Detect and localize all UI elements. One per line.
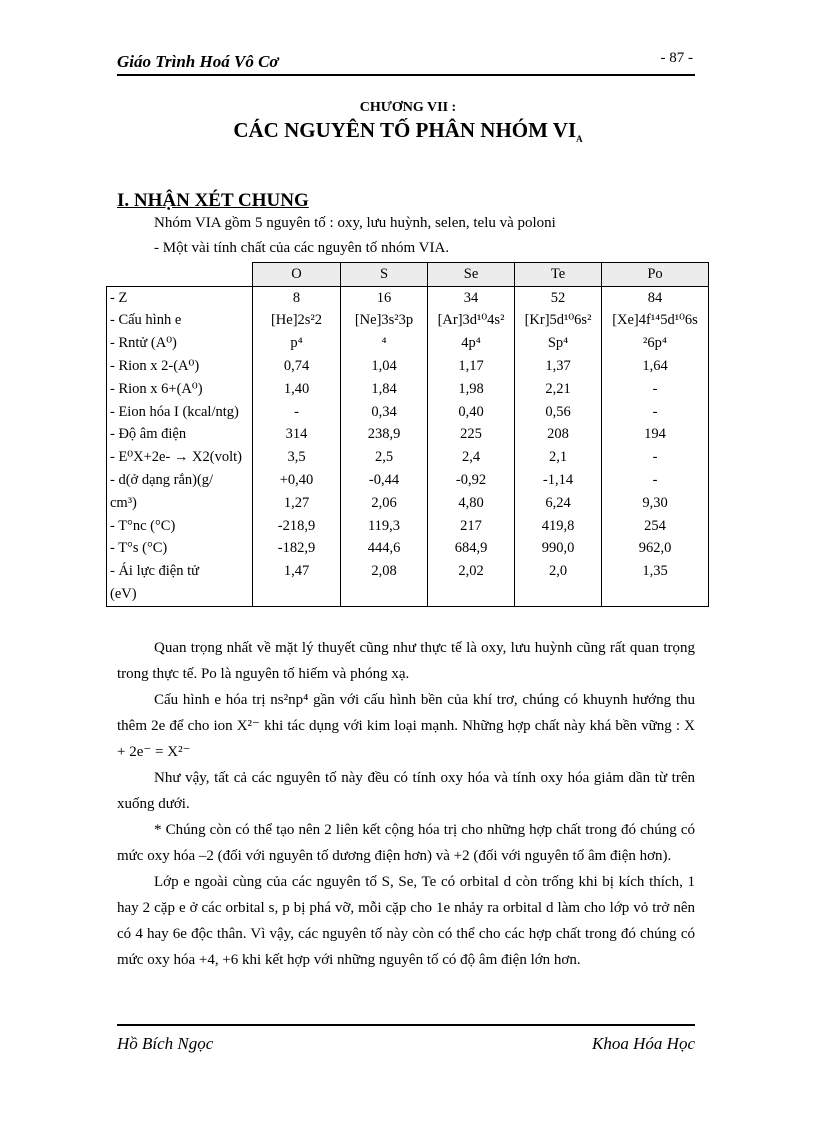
paragraph: Quan trọng nhất về mặt lý thuyết cũng như thực tế là oxy, lưu huỳnh cũng rất quan trọng trong thực tế. Po là nguyên tố hiếm và phóng xạ.: [117, 640, 695, 682]
property-label: (eV): [107, 583, 253, 606]
property-label: - Rion x 6+(A⁰): [107, 378, 253, 401]
section-heading: I. NHẬN XÉT CHUNG: [117, 190, 309, 211]
property-label: - d(ở dạng rắn)(g/: [107, 469, 253, 492]
property-value: 0,74: [253, 355, 341, 378]
property-label: - T°nc (°C): [107, 515, 253, 538]
property-value: 1,35: [602, 560, 709, 583]
table-row: [107, 378, 709, 401]
property-value: 1,40: [253, 378, 341, 401]
property-value: 2,5: [341, 446, 428, 469]
property-value: [515, 583, 602, 606]
property-value: 684,9: [428, 538, 515, 561]
property-value: 217: [428, 515, 515, 538]
table-row: [107, 560, 709, 583]
property-value: [Kr]5d¹⁰6s²: [515, 310, 602, 333]
property-value: -: [602, 446, 709, 469]
table-row: [107, 355, 709, 378]
property-value: 4,80: [428, 492, 515, 515]
property-value: 314: [253, 424, 341, 447]
property-value: [Ne]3s²3p: [341, 310, 428, 333]
table-row: [107, 492, 709, 515]
book-title: Giáo Trình Hoá Vô Cơ: [117, 52, 279, 71]
table-row: [107, 286, 709, 309]
property-value: 1,64: [602, 355, 709, 378]
property-value: 2,0: [515, 560, 602, 583]
table-row: [107, 583, 709, 606]
chapter-title-subscript: A: [576, 134, 583, 145]
property-value: [253, 583, 341, 606]
property-value: 6,24: [515, 492, 602, 515]
property-value: -: [602, 401, 709, 424]
property-label: - Rntử (A⁰): [107, 332, 253, 355]
table-row: [107, 469, 709, 492]
property-value: -: [253, 401, 341, 424]
properties-table: [106, 262, 709, 607]
property-value: -: [602, 469, 709, 492]
chapter-title: [0, 118, 816, 144]
property-value: 2,06: [341, 492, 428, 515]
property-value: [341, 583, 428, 606]
property-value: -: [602, 378, 709, 401]
element-header: Po: [602, 263, 709, 287]
table-row: [107, 310, 709, 333]
page-footer: [117, 1024, 695, 1053]
property-value: 444,6: [341, 538, 428, 561]
property-value: 0,40: [428, 401, 515, 424]
property-value: [Ar]3d¹⁰4s²: [428, 310, 515, 333]
paragraph: Lớp e ngoài cùng của các nguyên tố S, Se, Te có orbital d còn trống khi bị kích thích, 1 hay 2 cặp e ở các orbital s, p bị phá vỡ, mỗi cặp cho 1e nhảy ra orbital d làm cho lớp vỏ trở nên có 4 hay 6e độc thân. Vì vậy, các nguyên tố này còn có thể cho các hợp chất trong đó chúng có mức oxy hóa +4, +6 khi kết hợp với những nguyên tố có độ âm điện lớn hơn.: [117, 874, 695, 968]
property-value: ²6p⁴: [602, 332, 709, 355]
paragraph: * Chúng còn có thể tạo nên 2 liên kết cộng hóa trị cho những hợp chất trong đó chúng có mức oxy hóa –2 (đối với nguyên tố dương điện hơn) và +2 (đối với nguyên tố âm điện hơn).: [117, 822, 695, 864]
property-value: 8: [253, 286, 341, 309]
property-label: - Eion hóa I (kcal/ntg): [107, 401, 253, 424]
property-value: 962,0: [602, 538, 709, 561]
property-value: [Xe]4f¹⁴5d¹⁰6s: [602, 310, 709, 333]
property-value: [602, 583, 709, 606]
element-header: S: [341, 263, 428, 287]
property-value: [428, 583, 515, 606]
element-header: O: [253, 263, 341, 287]
property-label: cm³): [107, 492, 253, 515]
property-value: 208: [515, 424, 602, 447]
paragraph: Như vậy, tất cả các nguyên tố này đều có tính oxy hóa và tính oxy hóa giảm dần từ trên xuống dưới.: [117, 770, 695, 812]
body-text: [117, 635, 695, 973]
paragraph: Cấu hình e hóa trị ns²np⁴ gần với cấu hình bền của khí trơ, chúng có khuynh hướng thu thêm 2e để cho ion X²⁻ khi tác dụng với kim loại mạnh. Những hợp chất này khá bền vững : X + 2e⁻ = X²⁻: [117, 692, 695, 760]
intro-line-1: Nhóm VIA gồm 5 nguyên tố : oxy, lưu huỳnh, selen, telu và poloni: [154, 215, 556, 231]
property-value: 419,8: [515, 515, 602, 538]
table-corner-blank: [107, 263, 253, 287]
property-value: 84: [602, 286, 709, 309]
property-label: - Độ âm điện: [107, 424, 253, 447]
property-value: 4p⁴: [428, 332, 515, 355]
property-value: 0,56: [515, 401, 602, 424]
property-value: +0,40: [253, 469, 341, 492]
property-value: 194: [602, 424, 709, 447]
property-label: - Cấu hình e: [107, 310, 253, 333]
property-value: -0,44: [341, 469, 428, 492]
property-value: 1,47: [253, 560, 341, 583]
property-label: - T°s (°C): [107, 538, 253, 561]
property-value: 990,0: [515, 538, 602, 561]
table-row: [107, 401, 709, 424]
intro-line-2: - Một vài tính chất của các nguyên tố nhóm VIA.: [154, 240, 450, 256]
property-value: 1,37: [515, 355, 602, 378]
element-header: Te: [515, 263, 602, 287]
property-label: - Ái lực điện tử: [107, 560, 253, 583]
property-value: 225: [428, 424, 515, 447]
property-value: 2,4: [428, 446, 515, 469]
property-value: -218,9: [253, 515, 341, 538]
property-label: - Z: [107, 286, 253, 309]
property-value: 16: [341, 286, 428, 309]
property-value: Sp⁴: [515, 332, 602, 355]
property-value: 1,17: [428, 355, 515, 378]
table-row: [107, 538, 709, 561]
footer-department: Khoa Hóa Học: [592, 1034, 695, 1053]
property-value: 238,9: [341, 424, 428, 447]
property-value: 2,08: [341, 560, 428, 583]
table-row: [107, 446, 709, 469]
property-value: -1,14: [515, 469, 602, 492]
property-value: 2,02: [428, 560, 515, 583]
property-value: 3,5: [253, 446, 341, 469]
property-label: - E⁰X+2e- → X2(volt): [107, 446, 253, 469]
table-row: [107, 424, 709, 447]
property-value: 254: [602, 515, 709, 538]
table-row: [107, 332, 709, 355]
property-value: [He]2s²2: [253, 310, 341, 333]
page-header: [117, 50, 695, 76]
property-value: 2,21: [515, 378, 602, 401]
property-value: -0,92: [428, 469, 515, 492]
chapter-number: CHƯƠNG VII :: [359, 100, 457, 115]
property-value: 1,27: [253, 492, 341, 515]
element-header: Se: [428, 263, 515, 287]
property-value: 0,34: [341, 401, 428, 424]
property-value: ⁴: [341, 332, 428, 355]
property-label: - Rion x 2-(A⁰): [107, 355, 253, 378]
property-value: p⁴: [253, 332, 341, 355]
property-value: 119,3: [341, 515, 428, 538]
property-value: -182,9: [253, 538, 341, 561]
property-value: 2,1: [515, 446, 602, 469]
property-value: 1,04: [341, 355, 428, 378]
chapter-title-text: CÁC NGUYÊN TỐ PHÂN NHÓM VI: [233, 118, 577, 142]
property-value: 34: [428, 286, 515, 309]
page-number: - 87 -: [660, 50, 693, 66]
property-value: 9,30: [602, 492, 709, 515]
footer-author: Hồ Bích Ngọc: [117, 1034, 214, 1053]
property-value: 1,98: [428, 378, 515, 401]
property-value: 1,84: [341, 378, 428, 401]
property-value: 52: [515, 286, 602, 309]
table-row: [107, 515, 709, 538]
